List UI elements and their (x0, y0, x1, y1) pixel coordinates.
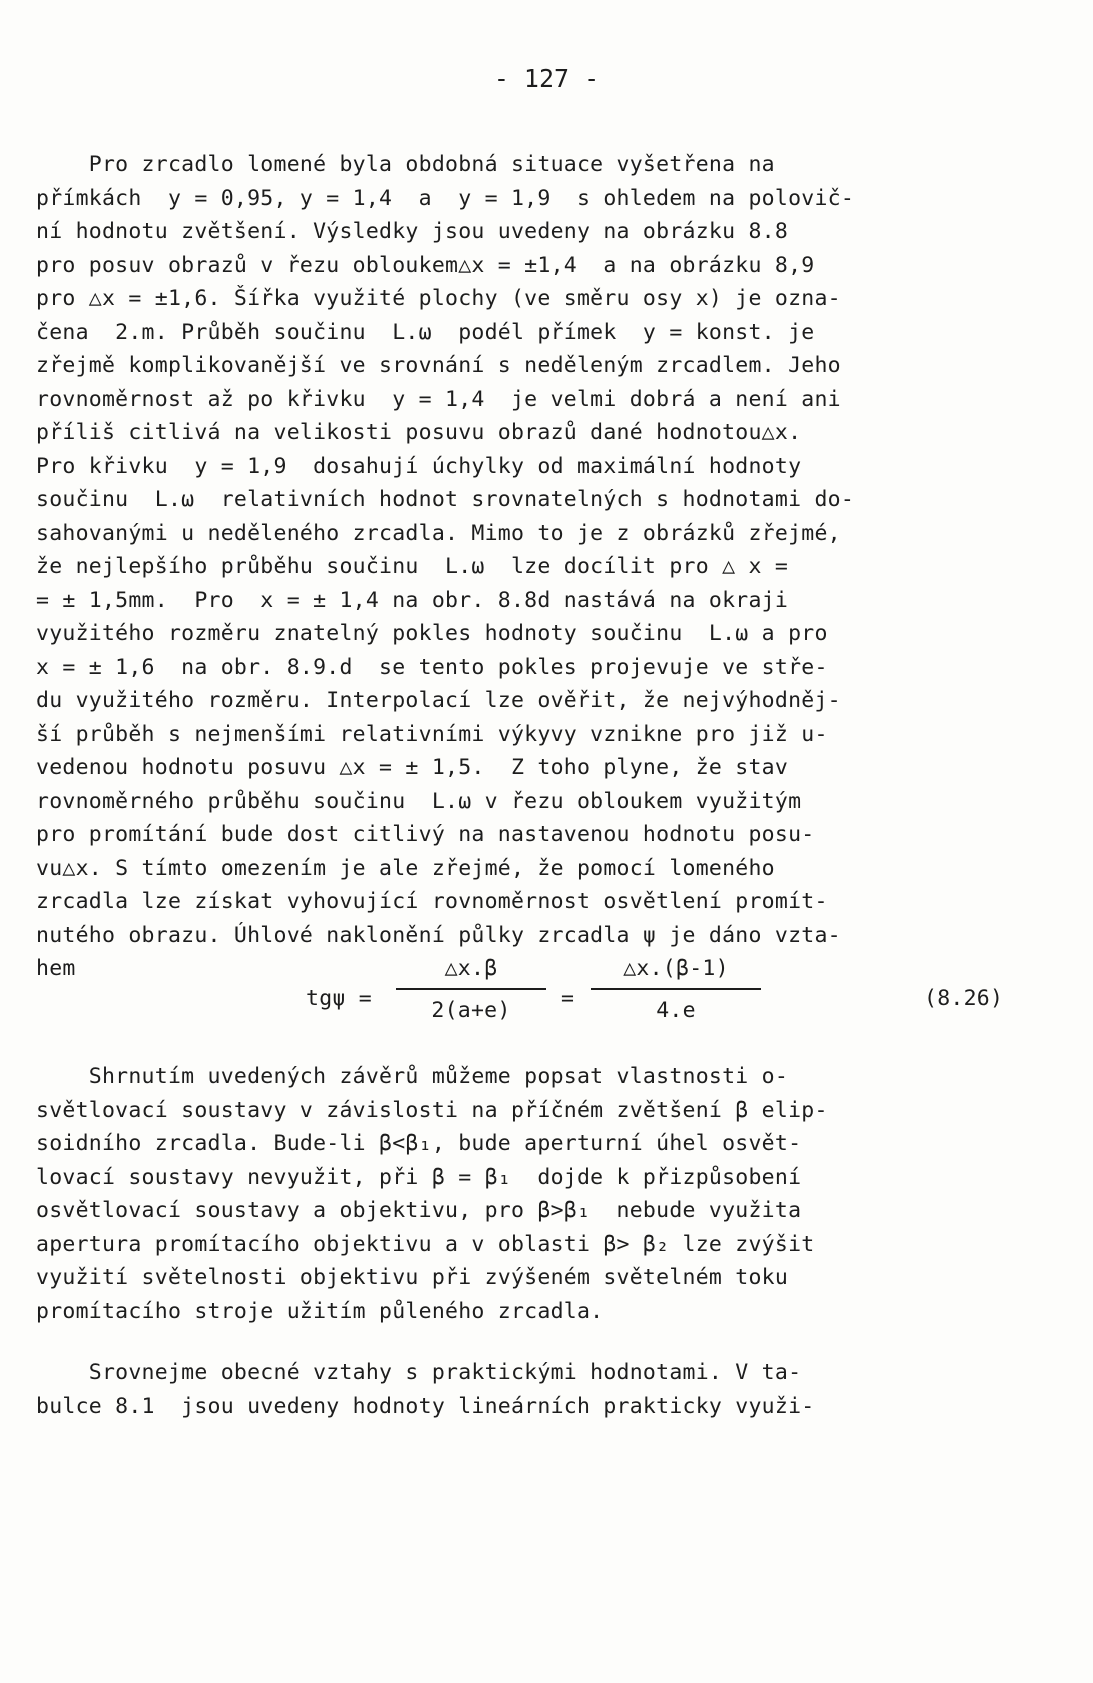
fraction-2 (591, 952, 761, 1027)
text-line: apertura promítacího objektivu a v oblasti β> β₂ lze zvýšit (36, 1231, 815, 1257)
equation-lead-text: hem (36, 956, 76, 981)
text-line: přímkách y = 0,95, y = 1,4 a y = 1,9 s ohledem na polovič- (36, 185, 855, 211)
text-line: rovnoměrnost až po křivku y = 1,4 je velmi dobrá a není ani (36, 386, 841, 412)
body-text (36, 148, 1036, 1423)
fraction-bar (396, 988, 546, 990)
text-line: světlovací soustavy v závislosti na příčném zvětšení β elip- (36, 1097, 828, 1123)
fraction-1-denominator: 2(a+e) (431, 997, 511, 1023)
text-line: rovnoměrného průběhu součinu L.ω v řezu obloukem využitým (36, 788, 802, 814)
text-line: pro promítání bude dost citlivý na nastavenou hodnotu posu- (36, 822, 815, 847)
text-line: soidního zrcadla. Bude-li β<β₁, bude aperturní úhel osvět- (36, 1131, 802, 1156)
text-line: pro △x = ±1,6. Šířka využité plochy (ve směru osy x) je ozna- (36, 286, 841, 311)
text-line: vedenou hodnotu posuvu △x = ± 1,5. Z toho plyne, že stav (36, 755, 789, 780)
text-line: vu△x. S tímto omezením je ale zřejmé, že pomocí lomeného (36, 855, 775, 881)
text-line: ní hodnotu zvětšení. Výsledky jsou uvedeny na obrázku 8.8 (36, 219, 789, 244)
equation-lhs: tgψ = (306, 986, 372, 1011)
paragraph-1 (36, 148, 1036, 952)
text-line: osvětlovací soustavy a objektivu, pro β>β₁ nebude využita (36, 1198, 802, 1223)
text-line: využití světelnosti objektivu při zvýšeném světelném toku (36, 1265, 789, 1290)
text-line: Srovnejme obecné vztahy s praktickými hodnotami. V ta- (36, 1360, 802, 1385)
equation-8-26 (36, 952, 1036, 1060)
text-line: du využitého rozměru. Interpolací lze ověřit, že nejvýhodněj- (36, 688, 841, 713)
text-line: sahovanými u neděleného zrcadla. Mimo to je z obrázků zřejmé, (36, 520, 841, 546)
text-line: ší průběh s nejmenšími relativními výkyvy vznikne pro již u- (36, 721, 828, 747)
text-line: čena 2.m. Průběh součinu L.ω podél přímek y = konst. je (36, 319, 815, 345)
fraction-1-numerator: △x.β (444, 956, 498, 981)
text-line: že nejlepšího průběhu součinu L.ω lze docílit pro △ x = (36, 554, 789, 579)
text-line: bulce 8.1 jsou uvedeny hodnoty lineárních prakticky využi- (36, 1393, 815, 1419)
text-line: Shrnutím uvedených závěrů můžeme popsat vlastnosti o- (36, 1064, 789, 1089)
text-line: lovací soustavy nevyužit, při β = β₁ dojde k přizpůsobení (36, 1164, 802, 1190)
text-line: příliš citlivá na velikosti posuvu obrazů dané hodnotou△x. (36, 420, 802, 445)
text-line: pro posuv obrazů v řezu obloukem△x = ±1,4 a na obrázku 8,9 (36, 252, 815, 278)
paragraph-3 (36, 1356, 1036, 1423)
text-line: = ± 1,5mm. Pro x = ± 1,4 na obr. 8.8d nastává na okraji (36, 587, 789, 613)
text-line: součinu L.ω relativních hodnot srovnatelných s hodnotami do- (36, 487, 855, 512)
equation-number: (8.26) (924, 986, 1004, 1011)
equals-sign: = (561, 986, 575, 1011)
paragraph-2 (36, 1060, 1036, 1328)
text-line: Pro křivku y = 1,9 dosahují úchylky od maximální hodnoty (36, 453, 802, 479)
text-line: zrcadla lze získat vyhovující rovnoměrnost osvětlení promít- (36, 889, 828, 914)
fraction-2-denominator: 4.e (656, 997, 696, 1023)
text-line: nutého obrazu. Úhlové naklonění půlky zrcadla ψ je dáno vzta- (36, 922, 841, 948)
fraction-1 (396, 952, 546, 1027)
text-line: promítacího stroje užitím půleného zrcadla. (36, 1298, 604, 1324)
text-line: využitého rozměru znatelný pokles hodnoty součinu L.ω a pro (36, 621, 828, 646)
text-line: x = ± 1,6 na obr. 8.9.d se tento pokles projevuje ve stře- (36, 654, 828, 680)
fraction-bar (591, 988, 761, 990)
page-number: - 127 - (493, 64, 600, 93)
paragraph-gap (36, 1328, 1036, 1356)
text-line: zřejmě komplikovanější ve srovnání s neděleným zrcadlem. Jeho (36, 353, 841, 378)
fraction-2-numerator: △x.(β-1) (623, 956, 729, 981)
text-line: Pro zrcadlo lomené byla obdobná situace vyšetřena na (36, 152, 775, 177)
